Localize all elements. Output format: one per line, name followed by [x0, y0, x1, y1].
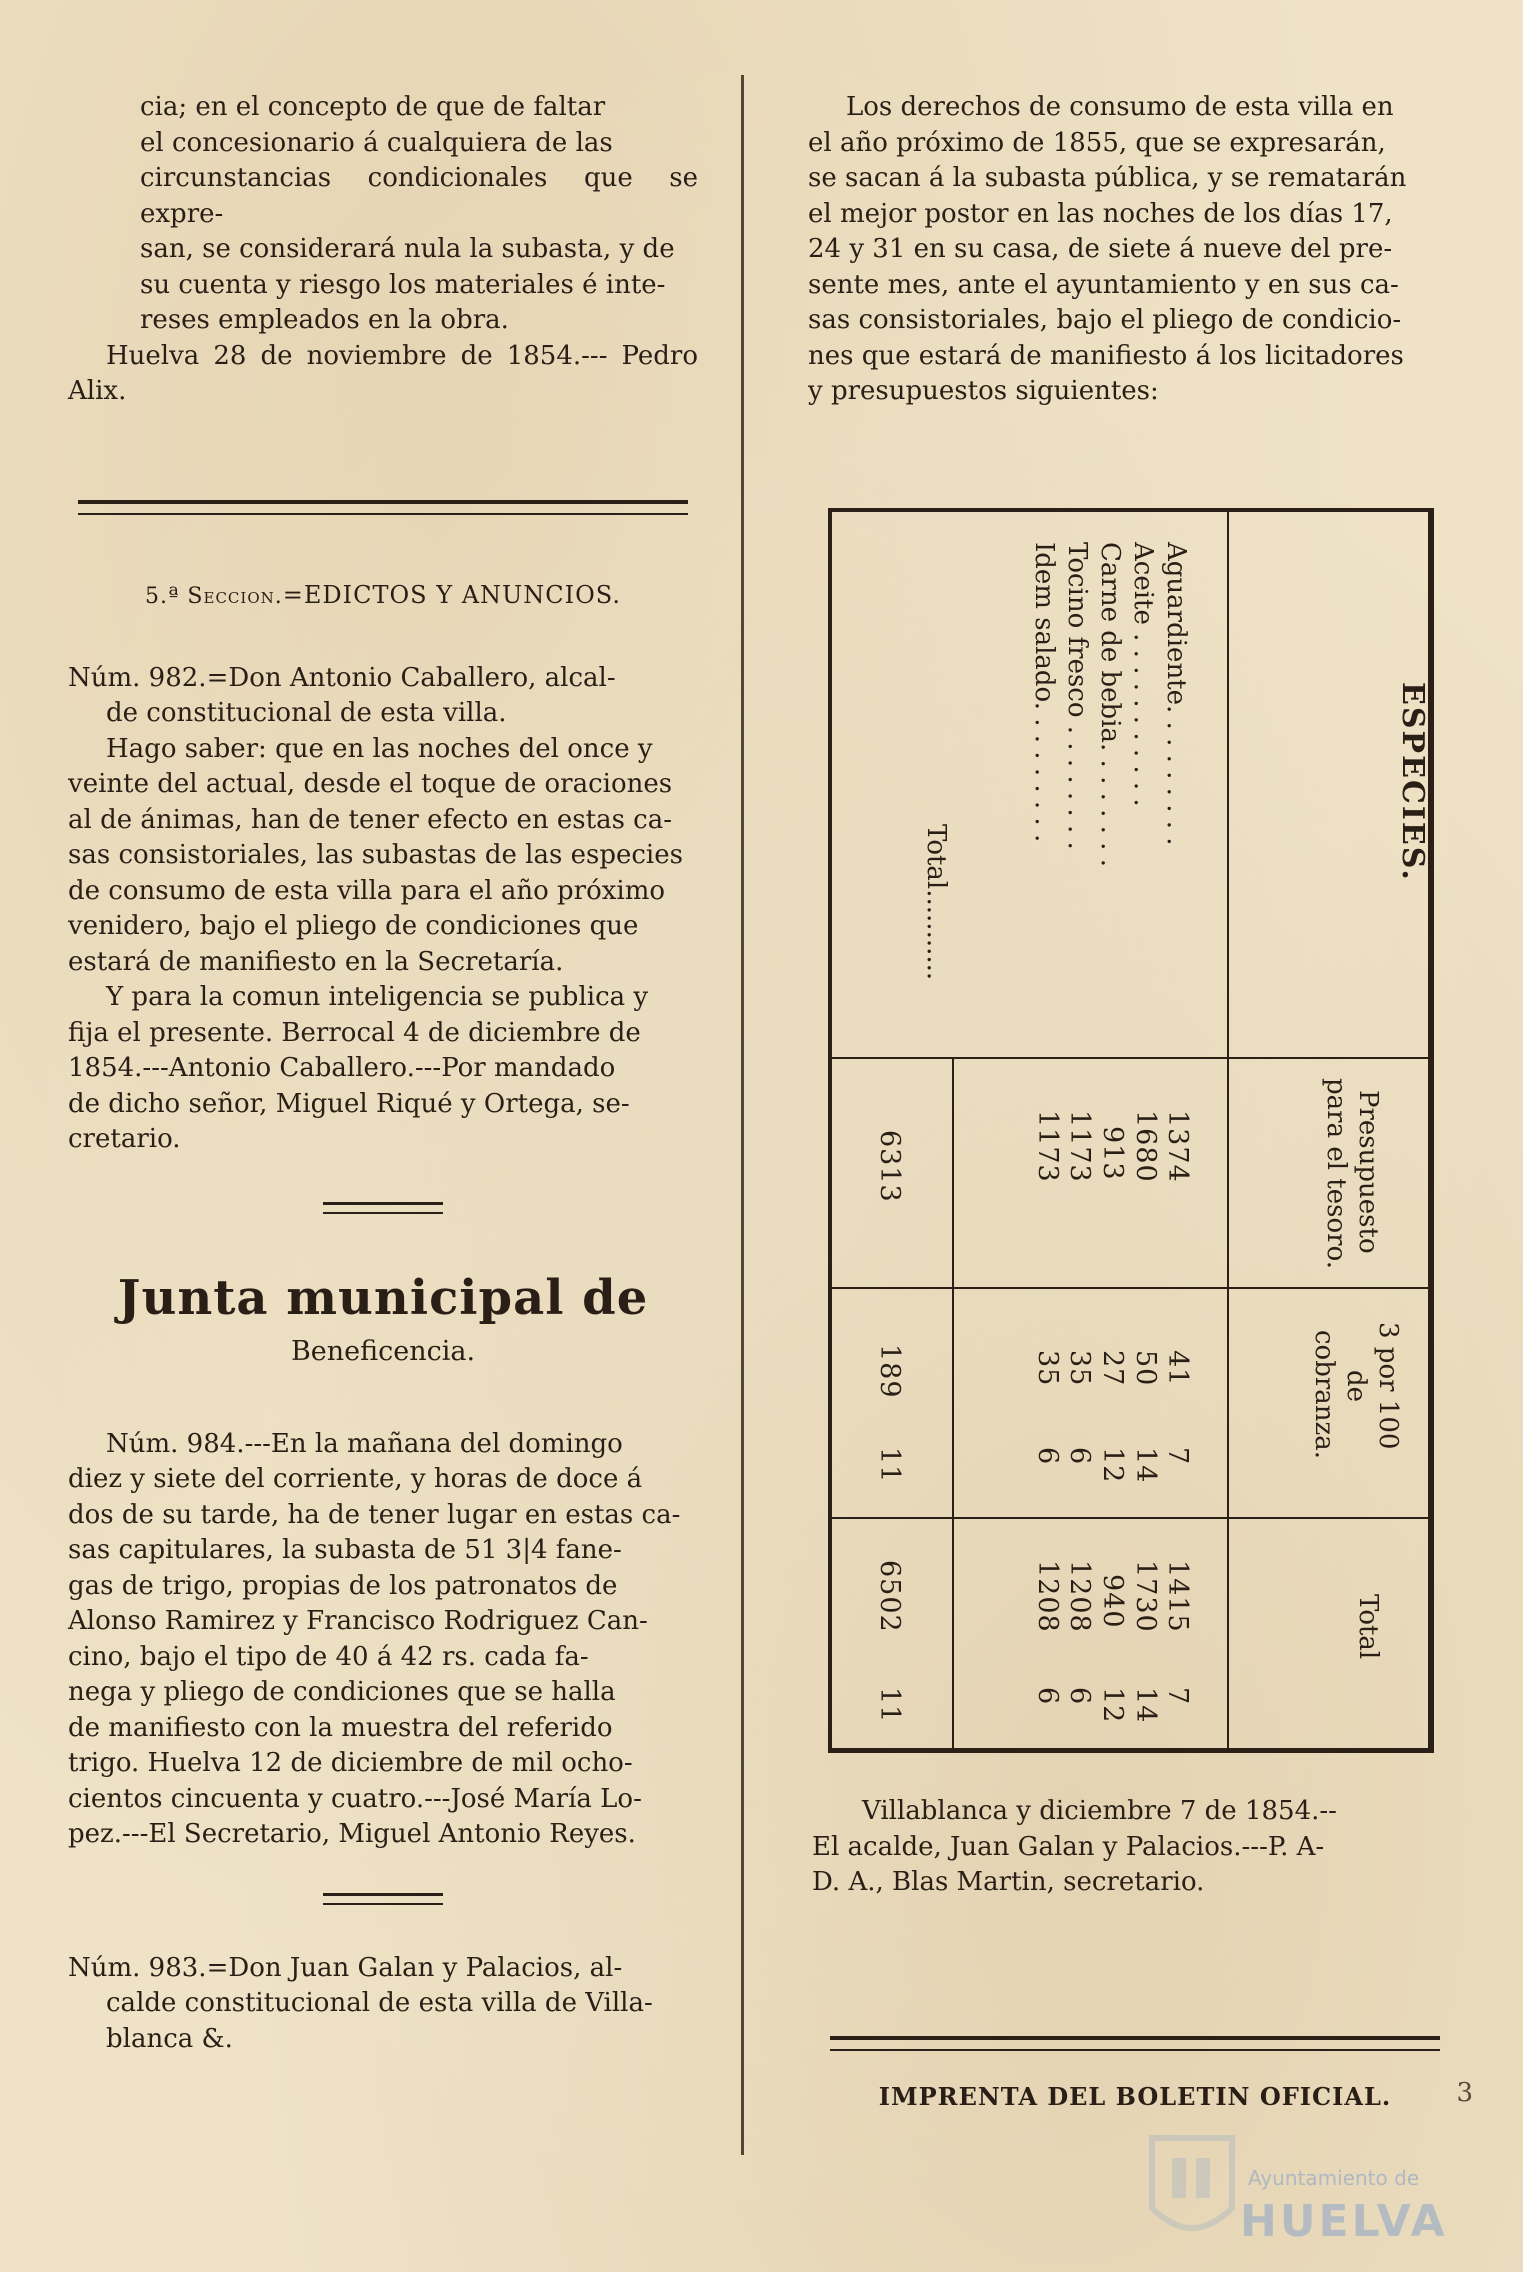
text-line: fija el presente. Berrocal 4 de diciembre de: [68, 1017, 641, 1048]
presupuesto-value: 913: [1097, 1126, 1128, 1181]
text-line: sas capitulares, la subasta de 51 3|4 fane-: [68, 1535, 622, 1565]
text-line: de constitucional de esta villa.: [106, 698, 507, 728]
item-aceite: Aceite . . . . . . . . . . .: [1128, 542, 1158, 807]
text-line: el mejor postor en las noches de los días 17,: [808, 198, 1393, 229]
text-line: circunstancias condicionales que se expre-: [140, 163, 698, 229]
item-carne: Carne de bebia. . . . . . . .: [1095, 542, 1125, 867]
page-number: 3: [1456, 2078, 1473, 2108]
cobranza-mrs: 12: [1097, 1447, 1128, 1484]
total-rs: 1208: [1032, 1560, 1063, 1633]
text-line: estará de manifiesto en la Secretaría.: [68, 946, 564, 977]
cobranza-mrs: 6: [1064, 1447, 1095, 1466]
grand-total-mrs: 11: [874, 1687, 905, 1724]
cobranza-rs: 50: [1130, 1350, 1161, 1387]
header-cobranza: 3 por 100: [1373, 1322, 1403, 1450]
text-line: cientos cincuenta y cuatro.---José María Lo-: [68, 1783, 642, 1814]
text-line: nega y pliego de condiciones que se halla: [68, 1677, 616, 1707]
text-line: al de ánimas, han de tener efecto en estas ca-: [68, 804, 673, 835]
presupuesto-value: 1173: [1064, 1110, 1095, 1183]
item-idem-salado: Idem salado. . . . . . . . .: [1029, 542, 1059, 843]
cobranza-rs: 27: [1097, 1350, 1128, 1387]
notice-heading: Núm. 983.=Don Juan Galan y Palacios, al-: [68, 1952, 623, 1983]
column-divider: [741, 75, 744, 2155]
text-line: sas consistoriales, bajo el pliego de condicio-: [808, 305, 1402, 335]
text-line: diez y siete del corriente, y horas de doce á: [68, 1464, 643, 1494]
text-line: reses empleados en la obra.: [140, 305, 509, 335]
text-line: sas consistoriales, las subastas de las especies: [68, 840, 683, 870]
total-rs: 940: [1097, 1574, 1128, 1629]
header-total: Total: [1353, 1594, 1383, 1660]
total-rs: 1415: [1162, 1560, 1193, 1633]
section-title: =EDICTOS Y ANUNCIOS.: [282, 580, 621, 609]
cobranza-mrs: 6: [1032, 1447, 1063, 1466]
watermark-text: HUELVA: [1240, 2196, 1448, 2247]
right-column: [808, 90, 1430, 410]
total-rs: 1208: [1064, 1560, 1095, 1633]
total-rs: 1730: [1130, 1560, 1161, 1633]
watermark-small-text: Ayuntamiento de: [1248, 2166, 1420, 2190]
intro-paragraph: [68, 90, 698, 339]
text-line: gas de trigo, propias de los patronatos de: [68, 1570, 618, 1601]
text-line: blanca &.: [106, 2023, 233, 2054]
footer-rule: [830, 2036, 1440, 2051]
section-heading: [68, 581, 698, 609]
right-closing: [812, 1794, 1430, 1901]
section-rule: [78, 500, 688, 515]
text-line: 24 y 31 en su casa, de siete á nueve del pre-: [808, 234, 1393, 264]
text-line: pez.---El Secretario, Miguel Antonio Reyes.: [68, 1819, 636, 1849]
header-presupuesto-sub: para el tesoro.: [1321, 1078, 1351, 1270]
text-line: nes que estará de manifiesto á los licitadores: [808, 340, 1404, 371]
text-line: se sacan á la subasta pública, y se rematarán: [808, 163, 1407, 193]
notice-heading: Núm. 982.=Don Antonio Caballero, alcal-: [68, 662, 616, 693]
text-line: dos de su tarde, ha de tener lugar en estas ca-: [68, 1499, 681, 1530]
total-label: Total...........: [921, 824, 951, 981]
text-line: Hago saber: que en las noches del once y: [106, 733, 653, 764]
text-line: sente mes, ante el ayuntamiento y en sus ca-: [808, 269, 1399, 300]
consumption-table: [828, 508, 1434, 1753]
left-column: [68, 90, 698, 2057]
junta-subtitle: Beneficencia.: [290, 1335, 476, 1367]
total-mrs: 6: [1064, 1687, 1095, 1706]
cobranza-total-mrs: 11: [874, 1447, 905, 1484]
total-mrs: 7: [1162, 1687, 1193, 1706]
text-line: cretario.: [68, 1124, 181, 1154]
text-line: Los derechos de consumo de esta villa en: [846, 92, 1394, 122]
text-line: y presupuestos siguientes:: [808, 376, 1159, 406]
text-line: El acalde, Juan Galan y Palacios.---P. A-: [812, 1831, 1325, 1862]
text-line: de consumo de esta villa para el año próximo: [68, 875, 666, 906]
text-line: su cuenta y riesgo los materiales é inte-: [140, 269, 666, 300]
text-line: 1854.---Antonio Caballero.---Por mandado: [68, 1053, 616, 1083]
text-line: Alonso Ramirez y Francisco Rodriguez Can-: [68, 1606, 648, 1636]
notice-982: [68, 661, 698, 1158]
header-cobranza-sub: cobranza.: [1309, 1330, 1339, 1459]
text-line: cia; en el concepto de que de faltar: [140, 92, 606, 122]
text-line: veinte del actual, desde el toque de oraciones: [68, 769, 673, 799]
header-presupuesto: Presupuesto: [1353, 1090, 1383, 1254]
printer-footer: IMPRENTA DEL BOLETIN OFICIAL.: [878, 2082, 1392, 2111]
total-mrs: 6: [1032, 1687, 1063, 1706]
presupuesto-value: 1173: [1032, 1110, 1063, 1183]
text-line: de dicho señor, Miguel Riqué y Ortega, se-: [68, 1088, 630, 1119]
text-line: san, se considerará nula la subasta, y de: [140, 234, 675, 264]
total-mrs: 14: [1130, 1687, 1161, 1724]
text-line: el año próximo de 1855, que se expresarán,: [808, 127, 1386, 158]
text-line: cino, bajo el tipo de 40 á 42 rs. cada fa-: [68, 1641, 589, 1672]
header-cobranza-de: de: [1341, 1370, 1371, 1403]
notice-984: [68, 1427, 698, 1853]
cobranza-total-rs: 189: [874, 1344, 905, 1399]
item-aguardiente: Aguardiente. . . . . . . . .: [1161, 542, 1191, 846]
notice-983: [68, 1951, 698, 2058]
cobranza-rs: 35: [1032, 1350, 1063, 1387]
text-line: calde constitucional de esta villa de Villa-: [106, 1988, 653, 2018]
header-separator: [1227, 512, 1229, 1748]
text-line: de manifiesto con la muestra del referido: [68, 1712, 613, 1743]
text-line: el concesionario á cualquiera de las: [140, 127, 613, 158]
item-tocino-fresco: Tocino fresco . . . . . . . .: [1062, 542, 1092, 850]
presupuesto-value: 1680: [1130, 1110, 1161, 1183]
text-line: D. A., Blas Martin, secretario.: [812, 1867, 1205, 1897]
presupuesto-total: 6313: [874, 1130, 905, 1203]
separator-rule: [323, 1202, 443, 1214]
section-label: 5.ª Seccion.: [145, 583, 283, 609]
text-line: Y para la comun inteligencia se publica y: [106, 982, 649, 1012]
separator-rule: [323, 1893, 443, 1905]
text-line: venidero, bajo el pliego de condiciones que: [68, 911, 639, 941]
total-separator: [952, 1059, 954, 1748]
header-especies: ESPECIES.: [1395, 682, 1430, 882]
cobranza-mrs: 7: [1162, 1447, 1193, 1466]
junta-title: Junta municipal de: [117, 1269, 649, 1326]
total-mrs: 12: [1097, 1687, 1128, 1724]
cobranza-rs: 35: [1064, 1350, 1095, 1387]
text-line: Núm. 984.---En la mañana del domingo: [106, 1428, 623, 1459]
text-line: Villablanca y diciembre 7 de 1854.--: [862, 1796, 1337, 1826]
text-line: trigo. Huelva 12 de diciembre de mil ocho-: [68, 1748, 633, 1778]
presupuesto-value: 1374: [1162, 1110, 1193, 1183]
right-intro-paragraph: [808, 90, 1430, 410]
cobranza-mrs: 14: [1130, 1447, 1161, 1484]
cobranza-rs: 41: [1162, 1350, 1193, 1387]
intro-signature: Huelva 28 de noviembre de 1854.--- Pedro Alix.: [68, 340, 698, 406]
grand-total-rs: 6502: [874, 1560, 905, 1633]
